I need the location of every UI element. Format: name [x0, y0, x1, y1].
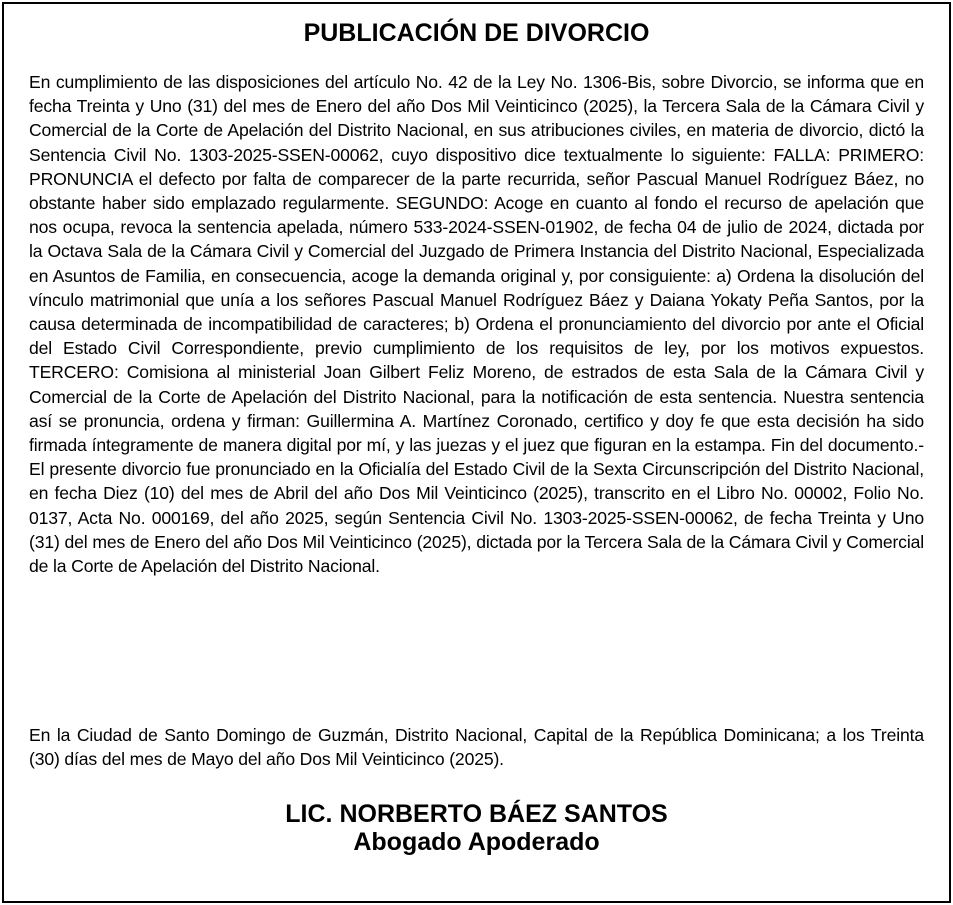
signature-name: LIC. NORBERTO BÁEZ SANTOS — [285, 800, 668, 828]
notice-title: PUBLICACIÓN DE DIVORCIO — [303, 19, 650, 47]
notice-body-paragraph: En cumplimiento de las disposiciones del artículo No. 42 de la Ley No. 1306-Bis, sobre Divorcio, se informa que en fecha Treinta y Uno (31) del mes de Enero del año Dos Mil Veinticinco (2025), la Tercera Sala de la Cámara Civil y Comercial de la Corte de Apelación del Distrito Nacional, en sus atribuciones civiles, en materia de divorcio, dictó la Sentencia Civil No. 1303-2025-SSEN-00062, cuyo dispositivo dice textualmente lo siguiente: FALLA: PRIMERO: PRONUNCIA el defecto por falta de comparecer de la parte recurrida, señor Pascual Manuel Rodríguez Báez, no obstante haber sido emplazado regularmente. SEGUNDO: Acoge en cuanto al fondo el recurso de apelación que nos ocupa, revoca la sentencia apelada, número 533-2024-SSEN-01902, de fecha 04 de julio de 2024, dictada por la Octava Sala de la Cámara Civil y Comercial del Juzgado de Primera Instancia del Distrito Nacional, Especializada en Asuntos de Familia, en consecuencia, acoge la demanda original y, por consiguiente: a) Ordena la disolución del vínculo matrimonial que unía a los señores Pascual Manuel Rodríguez Báez y Daiana Yokaty Peña Santos, por la causa determinada de incompatibilidad de caracteres; b) Ordena el pronunciamiento del divorcio por ante el Oficial del Estado Civil Correspondiente, previo cumplimiento de los requisitos de ley, por los motivos expuestos. TERCERO: Comisiona al ministerial Joan Gilbert Feliz Moreno, de estrados de esta Sala de la Cámara Civil y Comercial de la Corte de Apelación del Distrito Nacional, para la notificación de esta sentencia. Nuestra sentencia así se pronuncia, ordena y firman: Guillermina A. Martínez Coronado, certifico y doy fe que esta decisión ha sido firmada íntegramente de manera digital por mí, y las juezas y el juez que figuran en la estampa. Fin del documento.- El presente divorcio fue pronunciado en la Oficialía del Estado Civil de la Sexta Circunscripción del Distrito Nacional, en fecha Diez (10) del mes de Abril del año Dos Mil Veinticinco (2025), transcrito en el Libro No. 00002, Folio No. 0137, Acta No. 000169, del año 2025, según Sentencia Civil No. 1303-2025-SSEN-00062, de fecha Treinta y Uno (31) del mes de Enero del año Dos Mil Veinticinco (2025), dictada por la Tercera Sala de la Cámara Civil y Comercial de la Corte de Apelación del Distrito Nacional. — [29, 72, 924, 577]
notice-closing-paragraph: En la Ciudad de Santo Domingo de Guzmán, Distrito Nacional, Capital de la República Dominicana; a los Treinta (30) días del mes de Mayo del año Dos Mil Veinticinco (2025). — [29, 725, 924, 770]
legal-notice — [2, 2, 951, 903]
signature-block — [4, 800, 949, 856]
signature-role: Abogado Apoderado — [353, 828, 600, 856]
